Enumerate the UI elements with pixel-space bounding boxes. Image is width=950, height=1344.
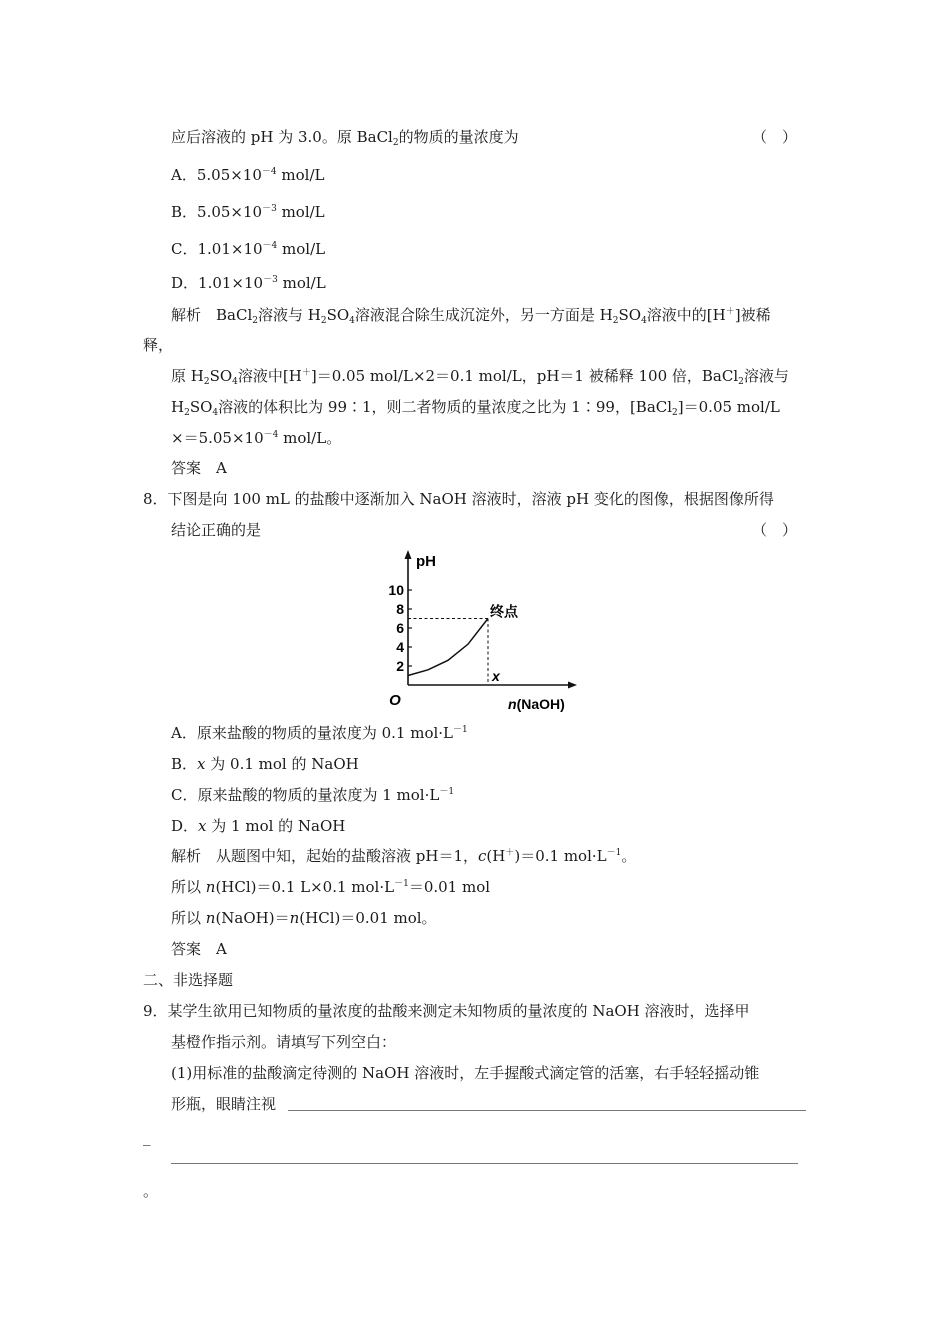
x-axis-label: n(NaOH): [508, 696, 565, 712]
y-tick-label: 2: [396, 658, 404, 674]
q9-stem-line2: 基橙作指示剂。请填写下列空白：: [171, 1033, 397, 1051]
q7-answer-paren: （ ）: [752, 128, 798, 146]
x-axis-arrow: [568, 682, 577, 689]
q8-answer-paren: （ ）: [752, 521, 798, 539]
origin-label: O: [389, 692, 401, 709]
q7-analysis-line4: $H_2SO_4$溶液的体积比为 99∶1，则二者物质的量浓度之比为 1∶99，[BaCl$_2$]＝0.05 mol/L: [171, 398, 780, 418]
y-axis-label: pH: [416, 553, 436, 570]
q8-analysis-line2: 所以 n(HCl)＝0.1 L×0.1 $mol\cdot L^{-1}=0.01$ mol: [171, 878, 491, 896]
x-marker-label: x: [492, 668, 500, 684]
q7-analysis-line2: 释，: [143, 336, 174, 354]
q8-analysis-line1: 解析 从题图中知，起始的盐酸溶液 pH＝1，c(H＋)＝0.1 $mol\cdot L^{-1}$。: [171, 847, 637, 865]
answer-blank-2[interactable]: [171, 1163, 798, 1164]
q7-analysis-line1: 解析 BaCl$_2$溶液与 $H_2SO_4$溶液混合除生成沉淀外，另一方面是 $H_2SO_4$溶液中的[H＋]被稀: [171, 306, 771, 326]
q7-analysis-line3: 原 $H_2SO_4$溶液中[H＋]＝0.05 mol/L×2＝0.1 mol/L，pH＝1 被稀释 100 倍，BaCl$_2$溶液与: [171, 367, 789, 387]
ph-curve: [408, 619, 488, 676]
y-tick-label: 4: [396, 639, 404, 655]
q7-stem-tail: 应后溶液的 pH 为 3.0。原 BaCl$_2$的物质的量浓度为: [171, 128, 519, 148]
q7-option-d: D．$1.01\times 10^{-3}$ mol/L: [171, 274, 326, 292]
q9-part1-line2: 形瓶，眼睛注视: [171, 1095, 277, 1113]
q8-option-c: C．原来盐酸的物质的量浓度为 1 $mol\cdot L^{-1}$: [171, 786, 455, 804]
endpoint-label: 终点: [490, 603, 518, 620]
q7-analysis-line5: $\times=5.05\times 10^{-4}$ mol/L。: [171, 429, 342, 447]
q9-stem-line1: 9．某学生欲用已知物质的量浓度的盐酸来测定未知物质的量浓度的 NaOH 溶液时，选择甲: [143, 1002, 750, 1020]
q8-answer: 答案 A: [171, 940, 227, 958]
q8-option-d: D．x 为 1 mol 的 NaOH: [171, 817, 346, 835]
q8-option-a: A．原来盐酸的物质的量浓度为 0.1 $mol\cdot L^{-1}$: [171, 724, 468, 742]
q8-analysis-line3: 所以 n(NaOH)＝n(HCl)＝0.01 mol。: [171, 909, 437, 927]
q7-option-c: C．$1.01\times 10^{-4}$ mol/L: [171, 240, 326, 258]
q7-answer: 答案 A: [171, 459, 227, 477]
y-tick-label: 8: [396, 601, 404, 617]
q7-option-b: B．$5.05\times 10^{-3}$ mol/L: [171, 203, 325, 221]
q9-part1-line1: (1)用标准的盐酸滴定待测的 NaOH 溶液时，左手握酸式滴定管的活塞，右手轻轻摇动锥: [171, 1064, 760, 1082]
dash-mark: _: [143, 1128, 151, 1146]
y-axis-arrow: [405, 550, 412, 559]
section-heading: 二、非选择题: [143, 971, 234, 989]
y-tick-label: 10: [388, 582, 404, 598]
q8-stem-line1: 8．下图是向 100 mL 的盐酸中逐渐加入 NaOH 溶液时，溶液 pH 变化的图像，根据图像所得: [143, 490, 774, 508]
q7-option-a: A．$5.05\times 10^{-4}$ mol/L: [171, 166, 325, 184]
ph-titration-chart: [380, 546, 590, 716]
answer-blank-1[interactable]: [288, 1110, 806, 1111]
q8-stem-line2: 结论正确的是: [171, 521, 262, 539]
end-period: 。: [143, 1182, 159, 1200]
y-tick-label: 6: [396, 620, 404, 636]
q8-option-b: B．x 为 0.1 mol 的 NaOH: [171, 755, 359, 773]
